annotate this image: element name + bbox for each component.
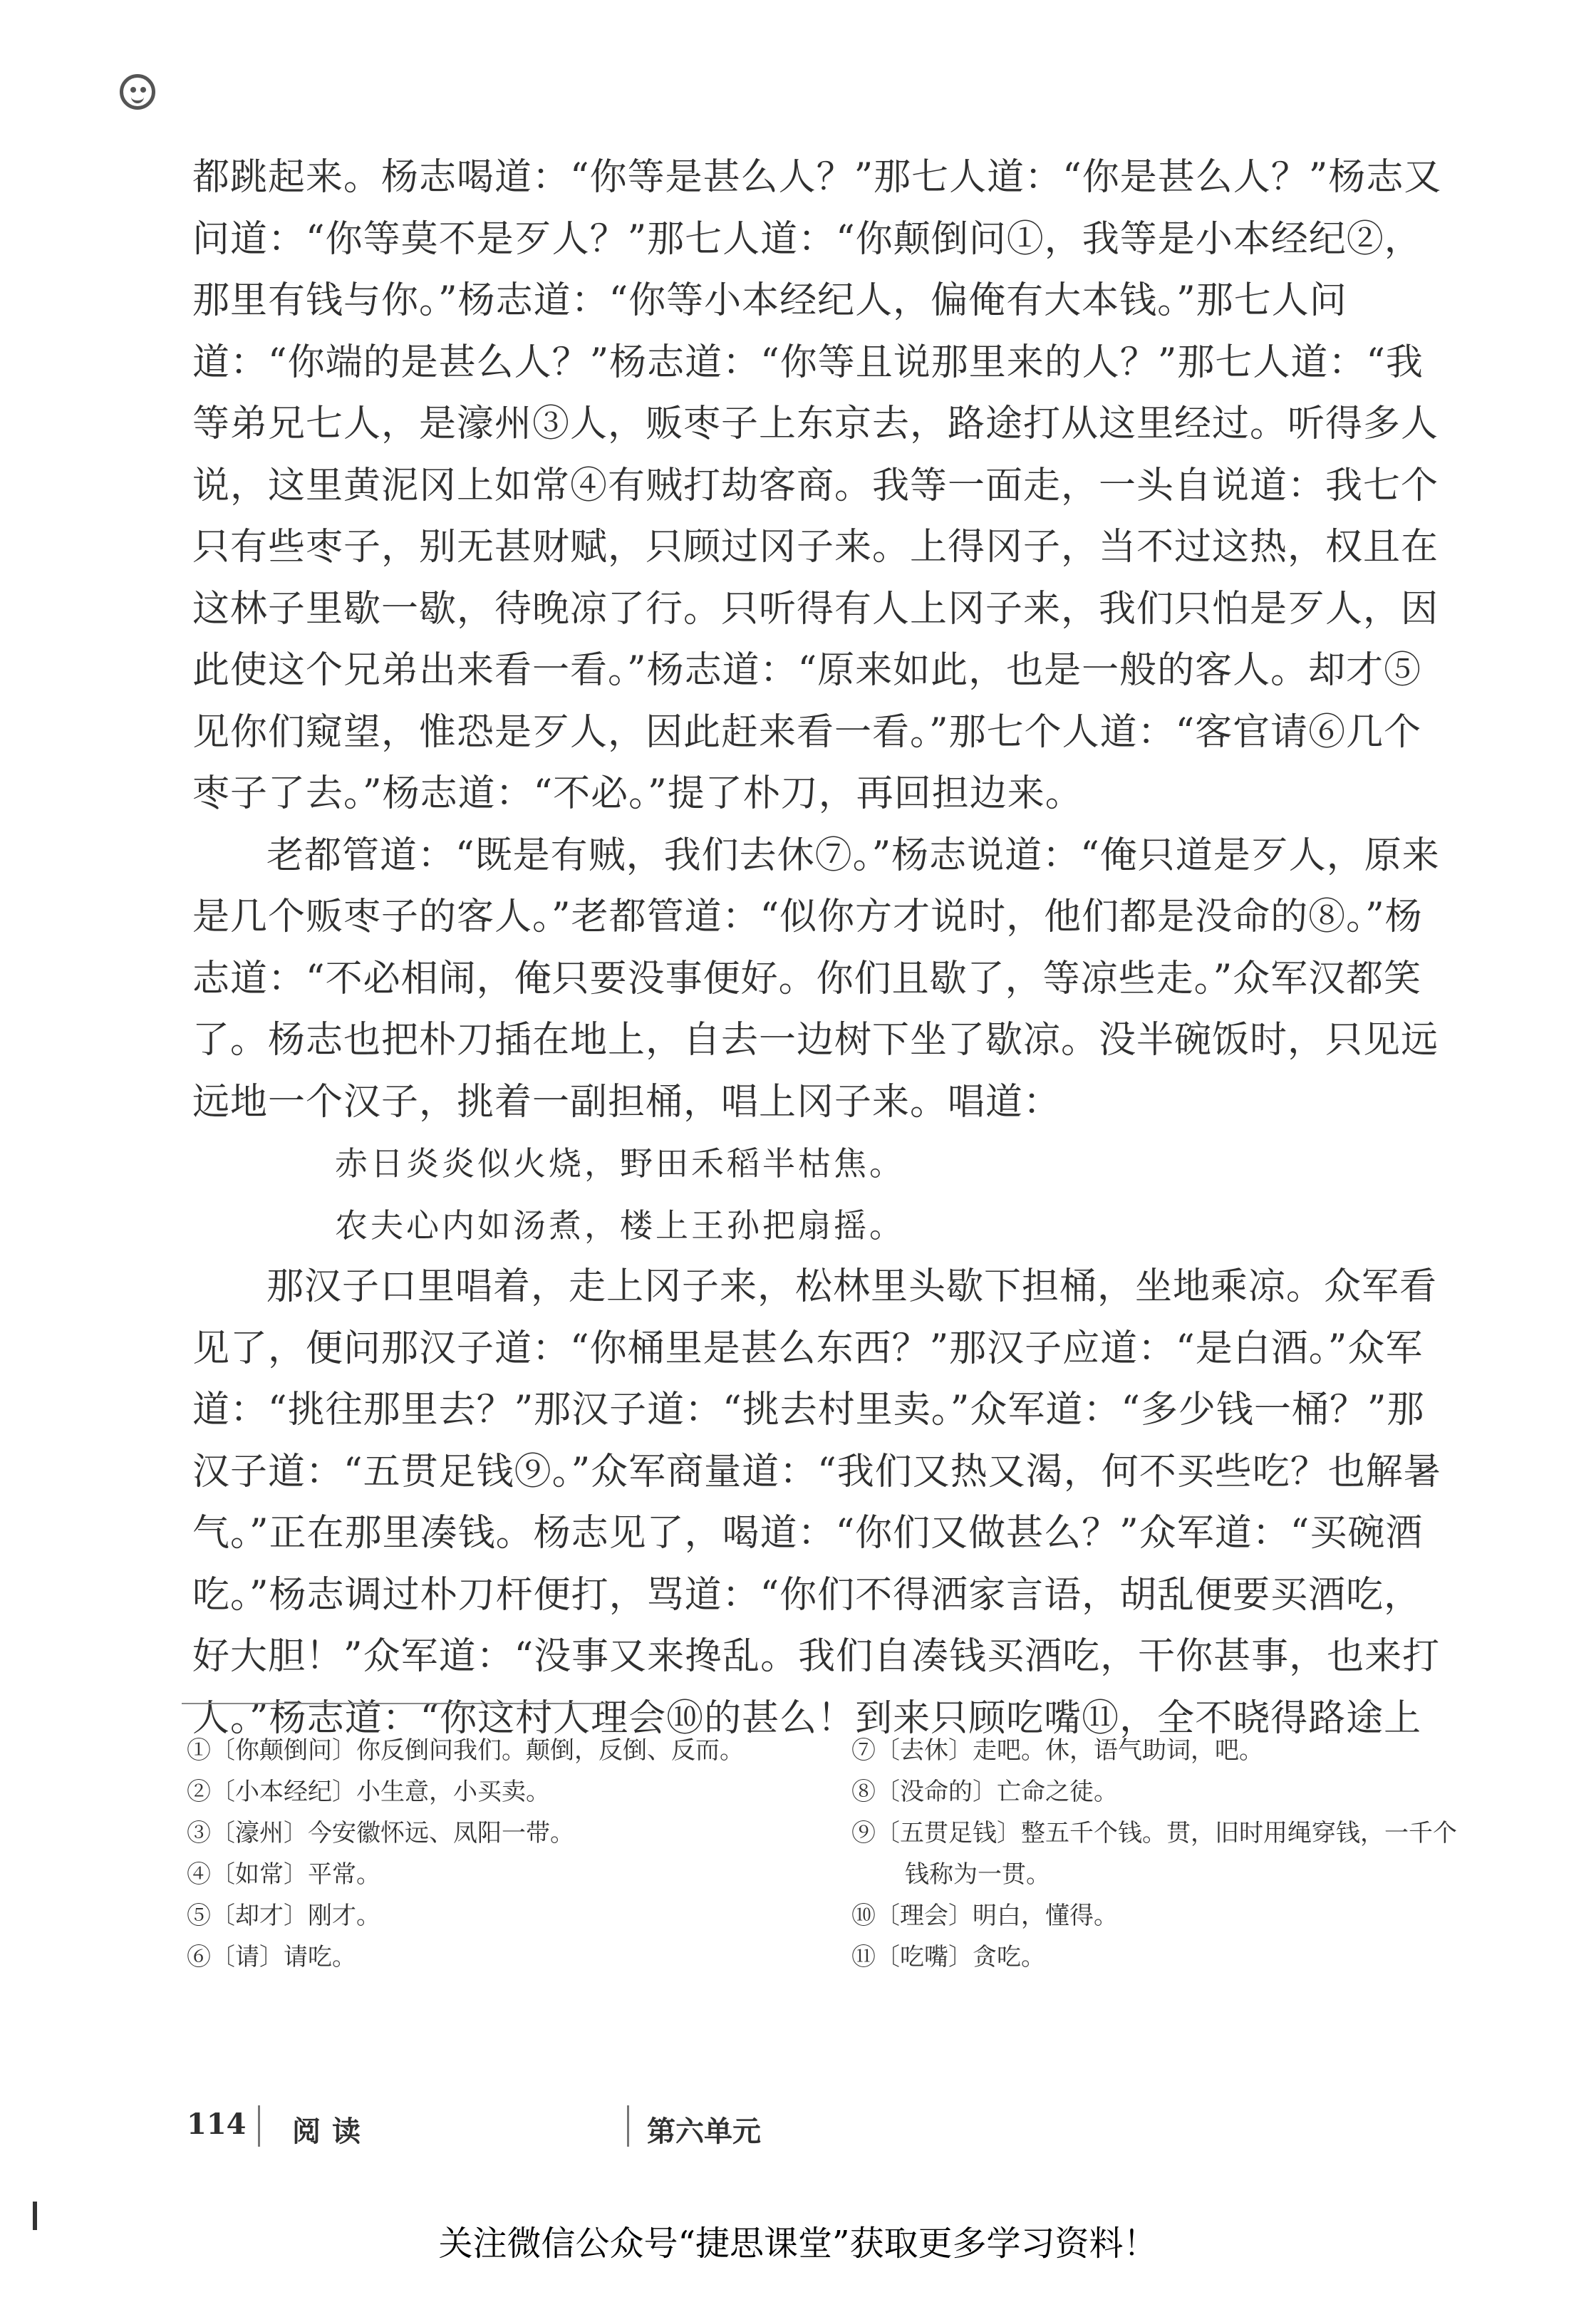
promo-banner: 关注微信公众号“捷思课堂”获取更多学习资料！ — [438, 2224, 1158, 2264]
footnote-8: ⑧〔没命的〕亡命之徒。 — [851, 1778, 1118, 1806]
footer-section-label: 阅读 — [292, 2115, 372, 2148]
paragraph-2: 老都管道：“既是有贼，我们去休⑦。”杨志说道：“俺只道是歹人，原来是几个贩枣子的客人。”老都管道：“似你方才说时，他们都是没命的⑧。”杨志道：“不必相闹，俺只要没事便好。你们且歇了，等凉些走。”众军汉都笑了。杨志也把朴刀插在地上，自去一边树下坐了歇凉。没半碗饭时，只见远远地一个汉子，挑着一副担桶，唱上冈子来。唱道： — [192, 834, 1440, 1124]
footnote-9: ⑨〔五贯足钱〕整五千个钱。贯，旧时用绳穿钱，一千个钱称为一贯。 — [851, 1819, 1457, 1889]
poem-line-1: 赤日炎炎似火烧，野田禾稻半枯焦。 — [335, 1144, 905, 1183]
paragraph-1: 都跳起来。杨志喝道：“你等是甚么人？”那七人道：“你是甚么人？”杨志又问道：“你等莫不是歹人？”那七人道：“你颠倒问①，我等是小本经纪②，那里有钱与你。”杨志道：“你等小本经纪人，偏俺有大本钱。”那七人问道：“你端的是甚么人？”杨志道：“你等且说那里来的人？”那七人道：“我等弟兄七人，是濠州③人，贩枣子上东京去，路途打从这里经过。听得多人说，这里黄泥冈上如常④有贼打劫客商。我等一面走，一头自说道：我七个只有些枣子，别无甚财赋，只顾过冈子来。上得冈子，当不过这热，权且在这林子里歇一歇，待晚凉了行。只听得有人上冈子来，我们只怕是歹人，因此使这个兄弟出来看一看。”杨志道：“原来如此，也是一般的客人。却才⑤见你们窥望，惟恐是歹人，因此赶来看一看。”那七个人道：“客官请⑥几个枣子了去。”杨志道：“不必。”提了朴刀，再回担边来。 — [192, 156, 1442, 815]
paragraph-3: 那汉子口里唱着，走上冈子来，松林里头歇下担桶，坐地乘凉。众军看见了，便问那汉子道：“你桶里是甚么东西？”那汉子应道：“是白酒。”众军道：“挑往那里去？”那汉子道：“挑去村里卖。”众军道：“多少钱一桶？”那汉子道：“五贯足钱⑨。”众军商量道：“我们又热又渴，何不买些吃？也解暑气。”正在那里凑钱。杨志见了，喝道：“你们又做甚么？”众军道：“买碗酒吃。”杨志调过朴刀杆便打，骂道：“你们不得洒家言语，胡乱便要买酒吃，好大胆！”众军道：“没事又来搀乱。我们自凑钱买酒吃，干你甚事，也来打人。”杨志道：“你这村人理会⑩的甚么！到来只顾吃嘴⑪，全不晓得路途上 — [192, 1265, 1441, 1740]
smiley-icon — [120, 74, 155, 110]
poem-line-2: 农夫心内如汤煮，楼上王孙把扇摇。 — [335, 1206, 905, 1245]
footnote-7: ⑦〔去休〕走吧。休，语气助词，吧。 — [851, 1736, 1263, 1765]
footnote-4: ④〔如常〕平常。 — [187, 1860, 380, 1889]
footnote-3: ③〔濠州〕今安徽怀远、凤阳一带。 — [187, 1819, 574, 1847]
footnote-10: ⑩〔理会〕明白，懂得。 — [851, 1902, 1118, 1930]
footnote-6: ⑥〔请〕请吃。 — [187, 1943, 356, 1971]
footnote-11: ⑪〔吃嘴〕贪吃。 — [851, 1943, 1045, 1971]
footer-unit-label: 第六单元 — [647, 2115, 761, 2148]
footnote-5: ⑤〔却才〕刚才。 — [187, 1902, 380, 1930]
footnote-divider — [182, 1703, 609, 1704]
footnotes-left-column — [187, 1730, 828, 1978]
footnotes-right-column — [851, 1730, 1464, 1978]
footer-divider — [258, 2105, 260, 2147]
footer-divider-2 — [627, 2105, 629, 2147]
footnote-2: ②〔小本经纪〕小生意，小买卖。 — [187, 1778, 550, 1806]
page-number: 114 — [187, 2108, 247, 2141]
footnote-1: ①〔你颠倒问〕你反倒问我们。颠倒，反倒、反而。 — [187, 1736, 744, 1765]
main-text — [192, 147, 1454, 1749]
